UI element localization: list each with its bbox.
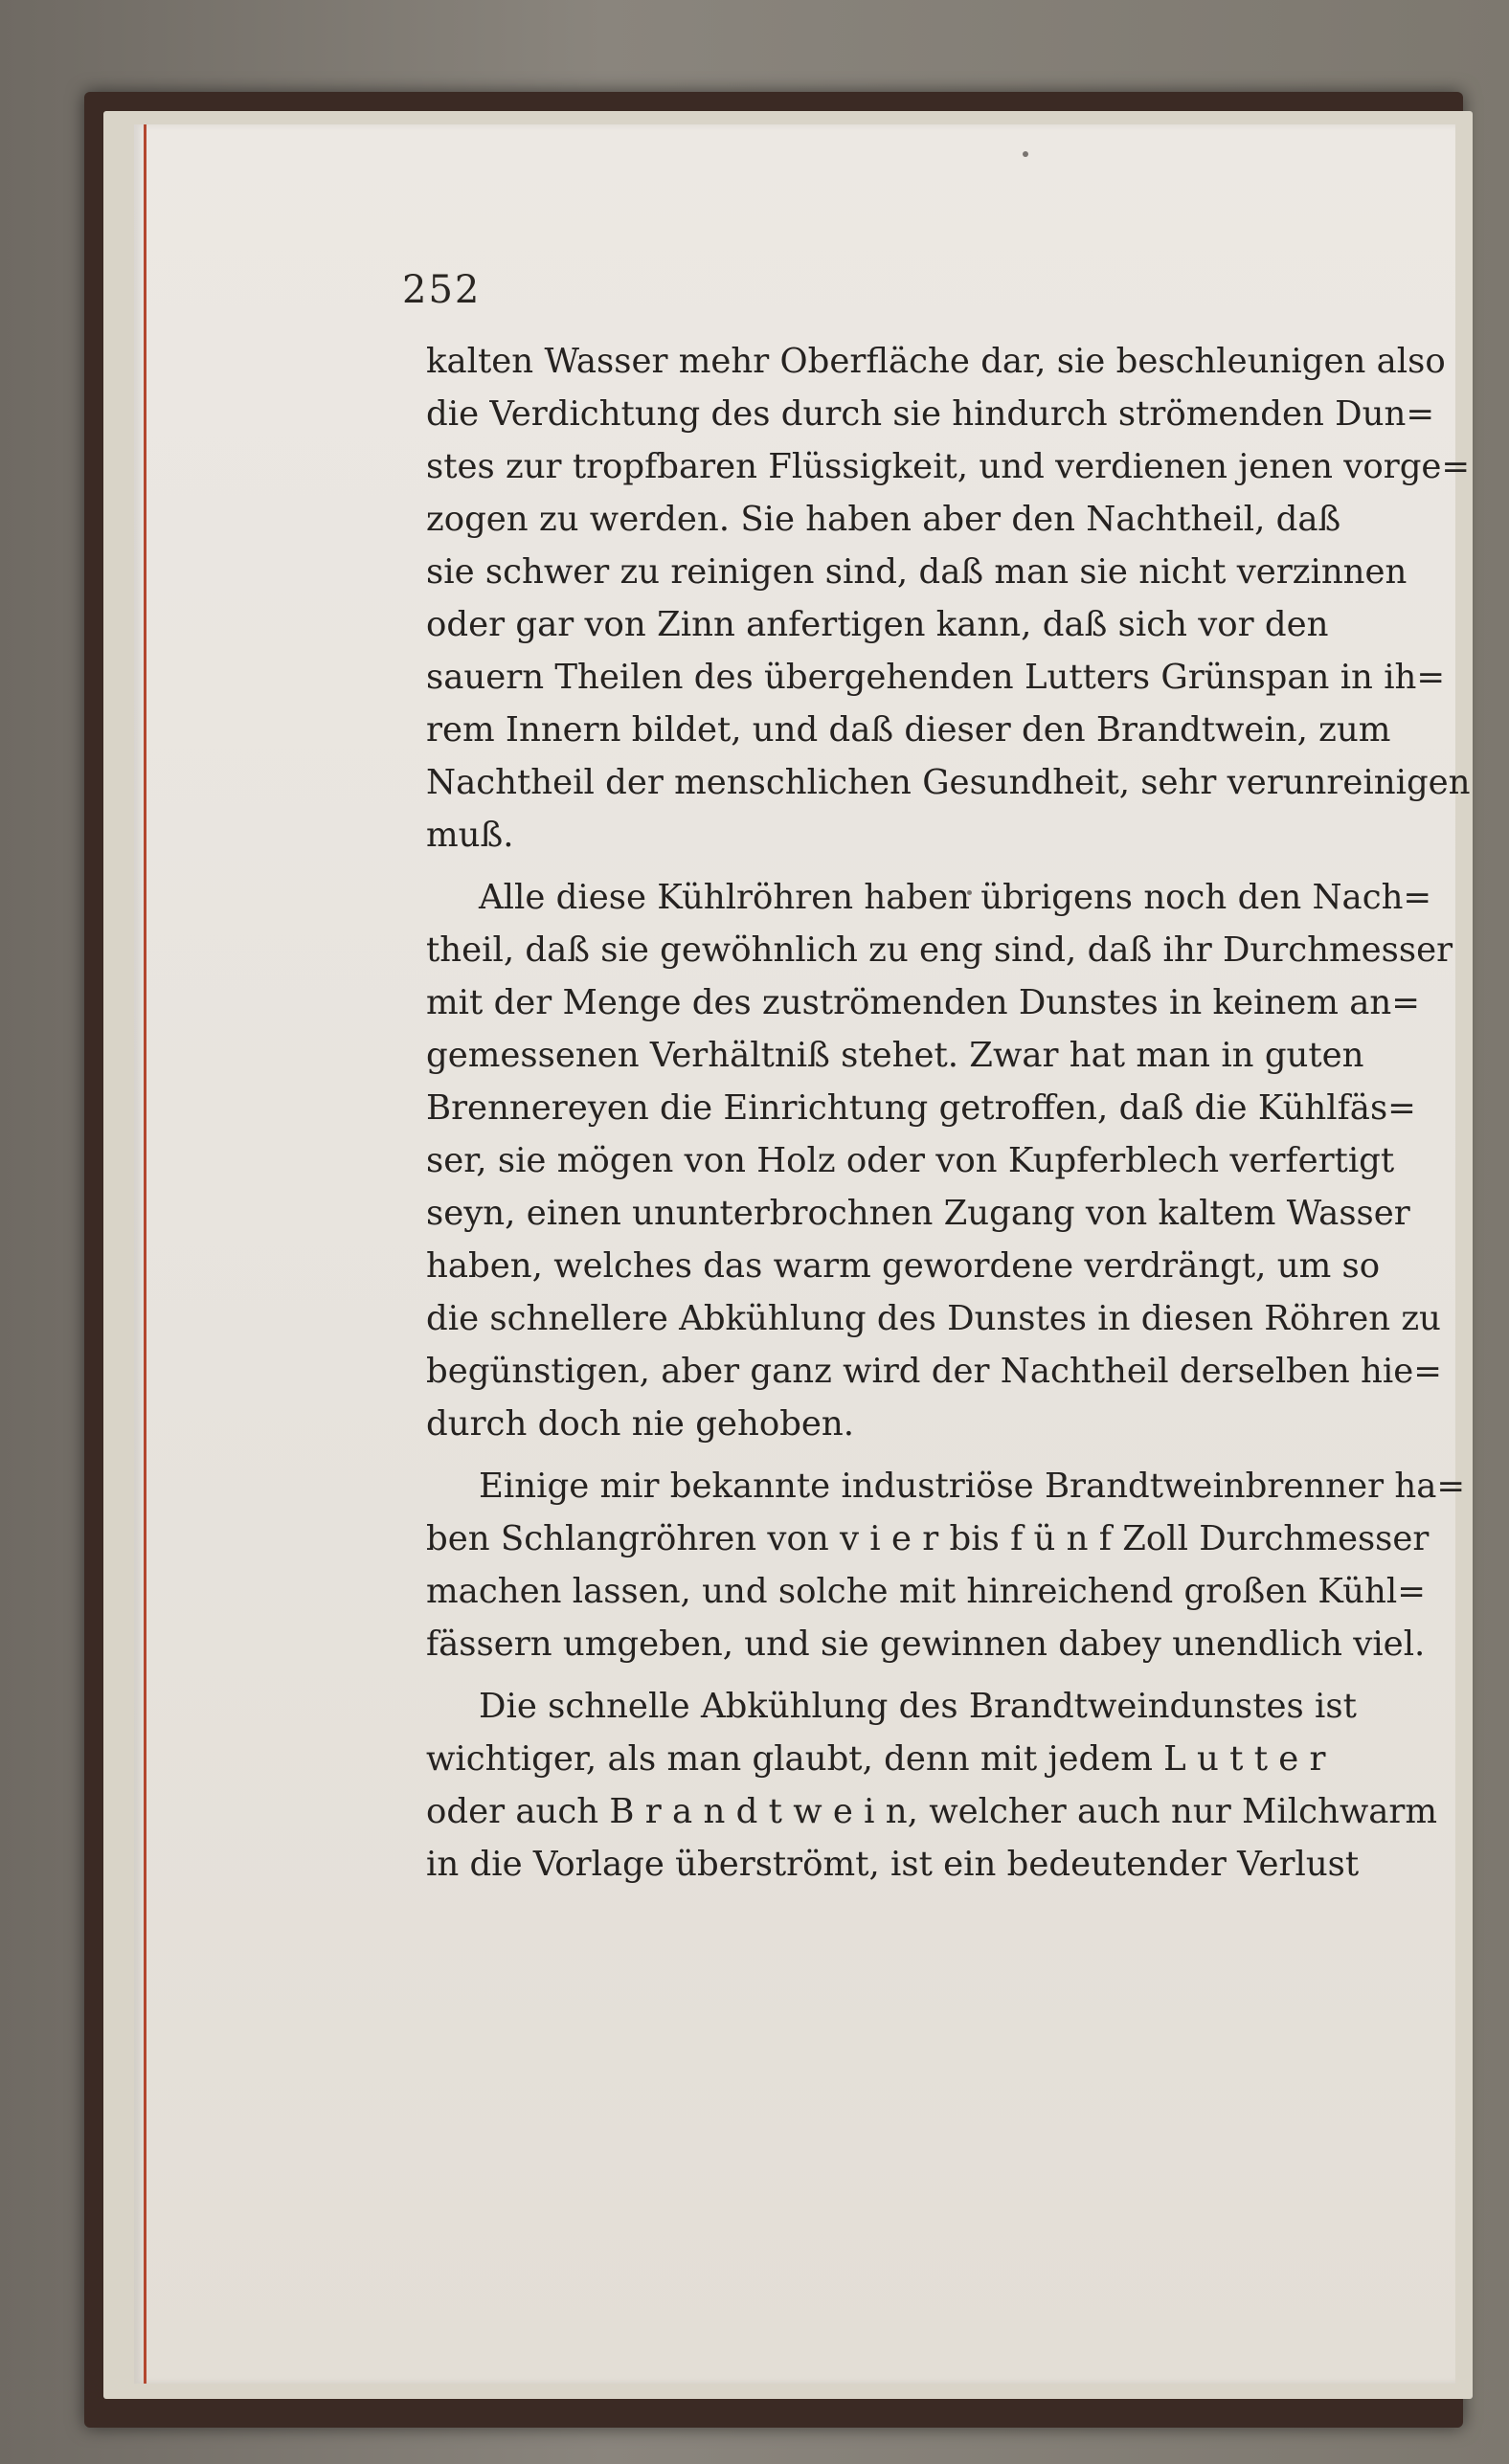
text-line: stes zur tropfbaren Flüssigkeit, und verdienen jenen vorge= — [426, 447, 1471, 486]
text-line: kalten Wasser mehr Oberfläche dar, sie beschleunigen also — [426, 342, 1446, 381]
text-line: in die Vorlage überströmt, ist ein bedeutender Verlust — [426, 1845, 1360, 1884]
paragraph-4 — [426, 1680, 1438, 1891]
text-line: haben, welches das warm gewordene verdrängt, um so — [426, 1246, 1381, 1286]
paragraph-2 — [426, 871, 1453, 1450]
text-line: wichtiger, als man glaubt, denn mit jedem L u t t e r — [426, 1739, 1326, 1779]
text-line: durch doch nie gehoben. — [426, 1404, 855, 1444]
text-line: sauern Theilen des übergehenden Lutters Grünspan in ih= — [426, 658, 1446, 697]
text-line: Nachtheil der menschlichen Gesundheit, sehr verunreinigen — [426, 763, 1471, 802]
text-line: die schnellere Abkühlung des Dunstes in diesen Röhren zu — [426, 1299, 1441, 1338]
text-line: machen lassen, und solche mit hinreichend großen Kühl= — [426, 1572, 1426, 1611]
text-line: muß. — [426, 816, 514, 855]
paragraph-1 — [426, 335, 1471, 862]
text-line: Alle diese Kühlröhren haben übrigens noch den Nach= — [479, 878, 1432, 917]
page-number: 252 — [402, 268, 482, 312]
text-line: Die schnelle Abkühlung des Brandtweindunstes ist — [479, 1687, 1357, 1726]
text-line: zogen zu werden. Sie haben aber den Nachtheil, daß — [426, 500, 1341, 539]
text-line: oder gar von Zinn anfertigen kann, daß sich vor den — [426, 605, 1329, 644]
text-line: ser, sie mögen von Holz oder von Kupferblech verfertigt — [426, 1141, 1395, 1180]
text-line: mit der Menge des zuströmenden Dunstes in keinem an= — [426, 983, 1420, 1022]
text-line: seyn, einen ununterbrochnen Zugang von kaltem Wasser — [426, 1194, 1410, 1233]
page-edge-rule — [144, 124, 146, 2384]
text-line: sie schwer zu reinigen sind, daß man sie nicht verzinnen — [426, 552, 1408, 592]
text-line: rem Innern bildet, und daß dieser den Brandtwein, zum — [426, 710, 1391, 750]
text-line: theil, daß sie gewöhnlich zu eng sind, daß ihr Durchmesser — [426, 930, 1453, 970]
text-line: oder auch B r a n d t w e i n, welcher auch nur Milchwarm — [426, 1792, 1438, 1831]
ink-speck — [1023, 151, 1028, 157]
text-line: fässern umgeben, und sie gewinnen dabey unendlich viel. — [426, 1624, 1426, 1664]
text-line: die Verdichtung des durch sie hindurch strömenden Dun= — [426, 394, 1435, 434]
text-line: gemessenen Verhältniß stehet. Zwar hat man in guten — [426, 1036, 1364, 1075]
body-text — [426, 335, 1471, 1891]
text-line: ben Schlangröhren von v i e r bis f ü n f Zoll Durchmesser — [426, 1519, 1430, 1558]
paragraph-3 — [426, 1460, 1466, 1670]
text-line: Brennereyen die Einrichtung getroffen, daß die Kühlfäs= — [426, 1088, 1416, 1128]
text-line: Einige mir bekannte industriöse Brandtweinbrenner ha= — [479, 1467, 1466, 1506]
text-line: begünstigen, aber ganz wird der Nachtheil derselben hie= — [426, 1352, 1443, 1391]
